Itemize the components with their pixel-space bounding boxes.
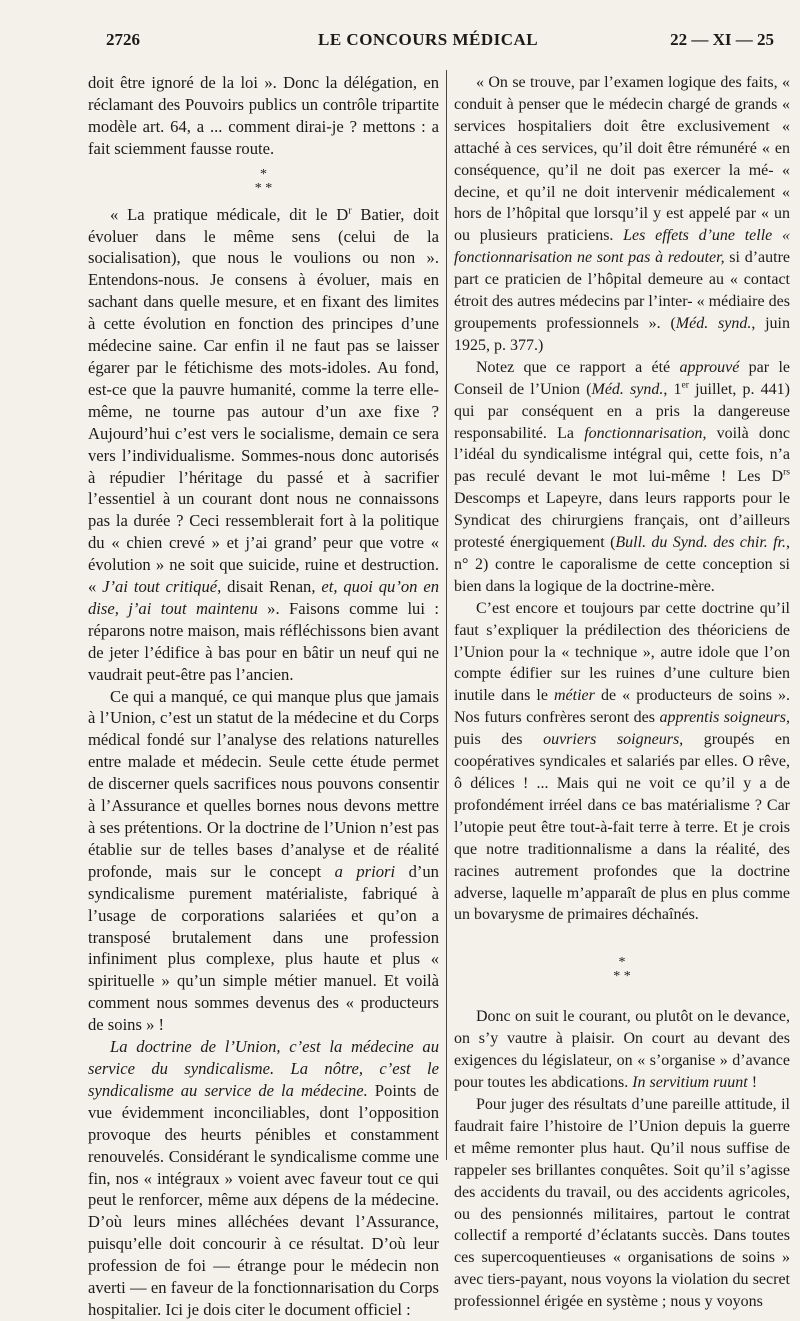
paragraph: Ce qui a manqué, ce qui manque plus que jamais à l’Union, c’est un statut de la médecine et du Corps médical fondé sur l’analyse des relations naturelles entre malade et médecin. Seule cette étude permet de discerner quels sacrifices nous pouvons consentir à l’Assurance et quelles bornes nous devons mettre à ses prétentions. Or la doctrine de l’Union n’est pas établie sur de telles bases d’analyse et de réalité profonde, mais sur le concept a priori d’un syndicalisme purement matérialiste, fabriqué à l’usage de corporations salariées et qu’on a transposé brutalement dans une profession infiniment plus complexe, plus haute et plus « spirituelle » qu’un simple métier manuel. Et voilà comment nous sommes devenus des « producteurs de soins » ! bbox=[88, 686, 439, 1035]
page-header bbox=[0, 30, 800, 54]
left-column bbox=[88, 72, 439, 1321]
quoted-document: « On se trouve, par l’examen logique des faits, « conduit à penser que le médecin chargé de grands « services hospitaliers doit être exclusivement « attaché à ces services, qu’il doit être rémunéré « en conséquence, qu’il ne doit pas exercer la mé- « decine, et qu’il ne doit intervenir médicalement « hors de l’hôpital que lorsqu’il y est appelé par « un ou plusieurs praticiens. Les effets d’une telle « fonctionnarisation ne sont pas à redouter, si d’autre part ce praticien de l’hôpital demeure au « contact étroit des autres médecins par l’inter- « médiaire des groupements professionnels ». (Méd. synd., juin 1925, p. 377.) bbox=[454, 74, 791, 354]
paragraph: Donc on suit le courant, ou plutôt on le devance, on s’y vautre à plaisir. On court au devant des exigences du législateur, on « s’organise » d’avance pour toutes les abdications. In servitium ruunt ! bbox=[454, 1008, 790, 1092]
ornament-star: * bbox=[260, 166, 267, 182]
ornament-stars: * * bbox=[254, 180, 273, 196]
column-divider bbox=[446, 70, 447, 1160]
paragraph: C’est encore et toujours par cette doctrine qu’il faut s’expliquer la prédilection des théoriciens de l’Union pour la « technique », autre idole que l’on compte édifier sur les ruines d’une culture bien inutile dans le métier de « producteurs de soins ». Nos futurs confrères seront des apprentis soigneurs, puis des ouvriers soigneurs, groupés en coopératives syndicales et salariés par elles. O rêve, ô délices ! ... Mais qui ne voit ce qu’il y a de profondément irréel dans ce bas matérialisme ? Car l’utopie peut être tout-à-fait terre à terre. Et je crois que notre traditionnalisme a dans la réalité, des racines autrement profondes que la doctrine adverse, laquelle m’apparaît de plus en plus comme un bovarysme de primaires déchaînés. bbox=[454, 599, 791, 924]
section-ornament bbox=[88, 160, 439, 204]
ornament-star: * bbox=[618, 955, 626, 971]
paragraph: « La pratique médicale, dit le $D^r$ Batier, doit évoluer dans le même sens (celui de la socialisation), que nous le voulions ou non ». Entendons-nous. Je consens à évoluer, mais en sachant dans quelle mesure, et en fixant des limites à cette évolution en fonction des principes d’une médecine saine. Car enfin il ne faut pas se laisser égarer par le fétichisme des mots-idoles. Au fond, est-ce que la pauvre humanité, comme la terre elle-même, ne tourne pas autour d’un axe fixe ? Aujourd’hui c’est vers le socialisme, demain ce sera vers l’individualisme. Sommes-nous donc autorisés à répudier l’héritage du passé et à sacrifier l’essentiel à un courant dont nous ne connaissons pas la durée ? Ceci ressemblerait fort à la politique du « chien crevé » et j’ai grand’ peur que votre « évolution » ne soit que suicide, ruine et destruction. « J’ai tout critiqué, disait Renan, et, quoi qu’on en dise, j’ai tout maintenu ». Faisons comme lui : réparons notre maison, mais réfléchissons bien avant de jeter l’édifice à bas pour en bâtir un neuf qui ne vaudrait peut-être pas l’ancien. bbox=[88, 204, 439, 684]
paragraph: Notez que ce rapport a été approuvé par le Conseil de l’Union (Méd. synd., 1er juillet, p. 441) qui par conséquent en a pris la dangereuse responsabilité. La fonctionnarisation, voilà donc l’idéal du syndicalisme intégral qui, cette fois, n’a pas reculé devant le mot lui-même ! Les $D^{rs}$ Descomps et Lapeyre, dans leurs rapports pour le Syndicat des chirurgiens français, ont d’ailleurs protesté énergiquement (Bull. du Synd. des chir. fr., n° 2) contre le caporalisme de cette conception si bien dans la logique de la doctrine-mère. bbox=[454, 358, 791, 595]
ornament-stars: * * bbox=[613, 969, 631, 985]
paragraph: La doctrine de l’Union, c’est la médecine au service du syndicalisme. La nôtre, c’est le syndicalisme au service de la médecine. Points de vue évidemment inconciliables, dont l’opposition provoque des heurts pénibles et constamment renouvelés. Considérant le syndicalisme comme une fin, nos « intégraux » voient avec faveur tout ce qui peut le renforcer, même aux dépens de la médecine. D’où leurs mines alléchées devant l’Assurance, puisqu’elle doit concourir à ce résultat. D’où leur profession de foi — étrange pour le médecin non averti — en faveur de la fonctionnarisation du Corps hospitalier. Ici je dois citer le document officiel : bbox=[88, 1037, 439, 1319]
journal-title: LE CONCOURS MÉDICAL bbox=[318, 30, 539, 49]
page-number: 2726 bbox=[106, 30, 140, 49]
paragraph: Pour juger des résultats d’une pareille attitude, il faudrait faire l’histoire de l’Union depuis la guerre et même remonter plus haut. Qu’il nous suffise de rappeler ses brillantes conquêtes. Soit qu’il s’agisse des accidents du travail, ou des accidents agricoles, ou des pensionnés militaires, partout le contrat collectif a remporté d’éclatants succès. Dans toutes ces supercoquentieuses « organisations de soins » avec tiers-payant, nous voyons la violation du secret professionnel érigée en système ; nous y voyons bbox=[454, 1095, 790, 1311]
paragraph: doit être ignoré de la loi ». Donc la délégation, en réclamant des Pouvoirs publics un contrôle tripartite modèle art. 64, a ... comment dirai-je ? mettons : a fait sciemment fausse route. bbox=[88, 73, 439, 158]
right-column bbox=[454, 72, 790, 1313]
issue-date: 22 — XI — 25 bbox=[670, 30, 774, 49]
section-ornament bbox=[454, 926, 790, 1006]
